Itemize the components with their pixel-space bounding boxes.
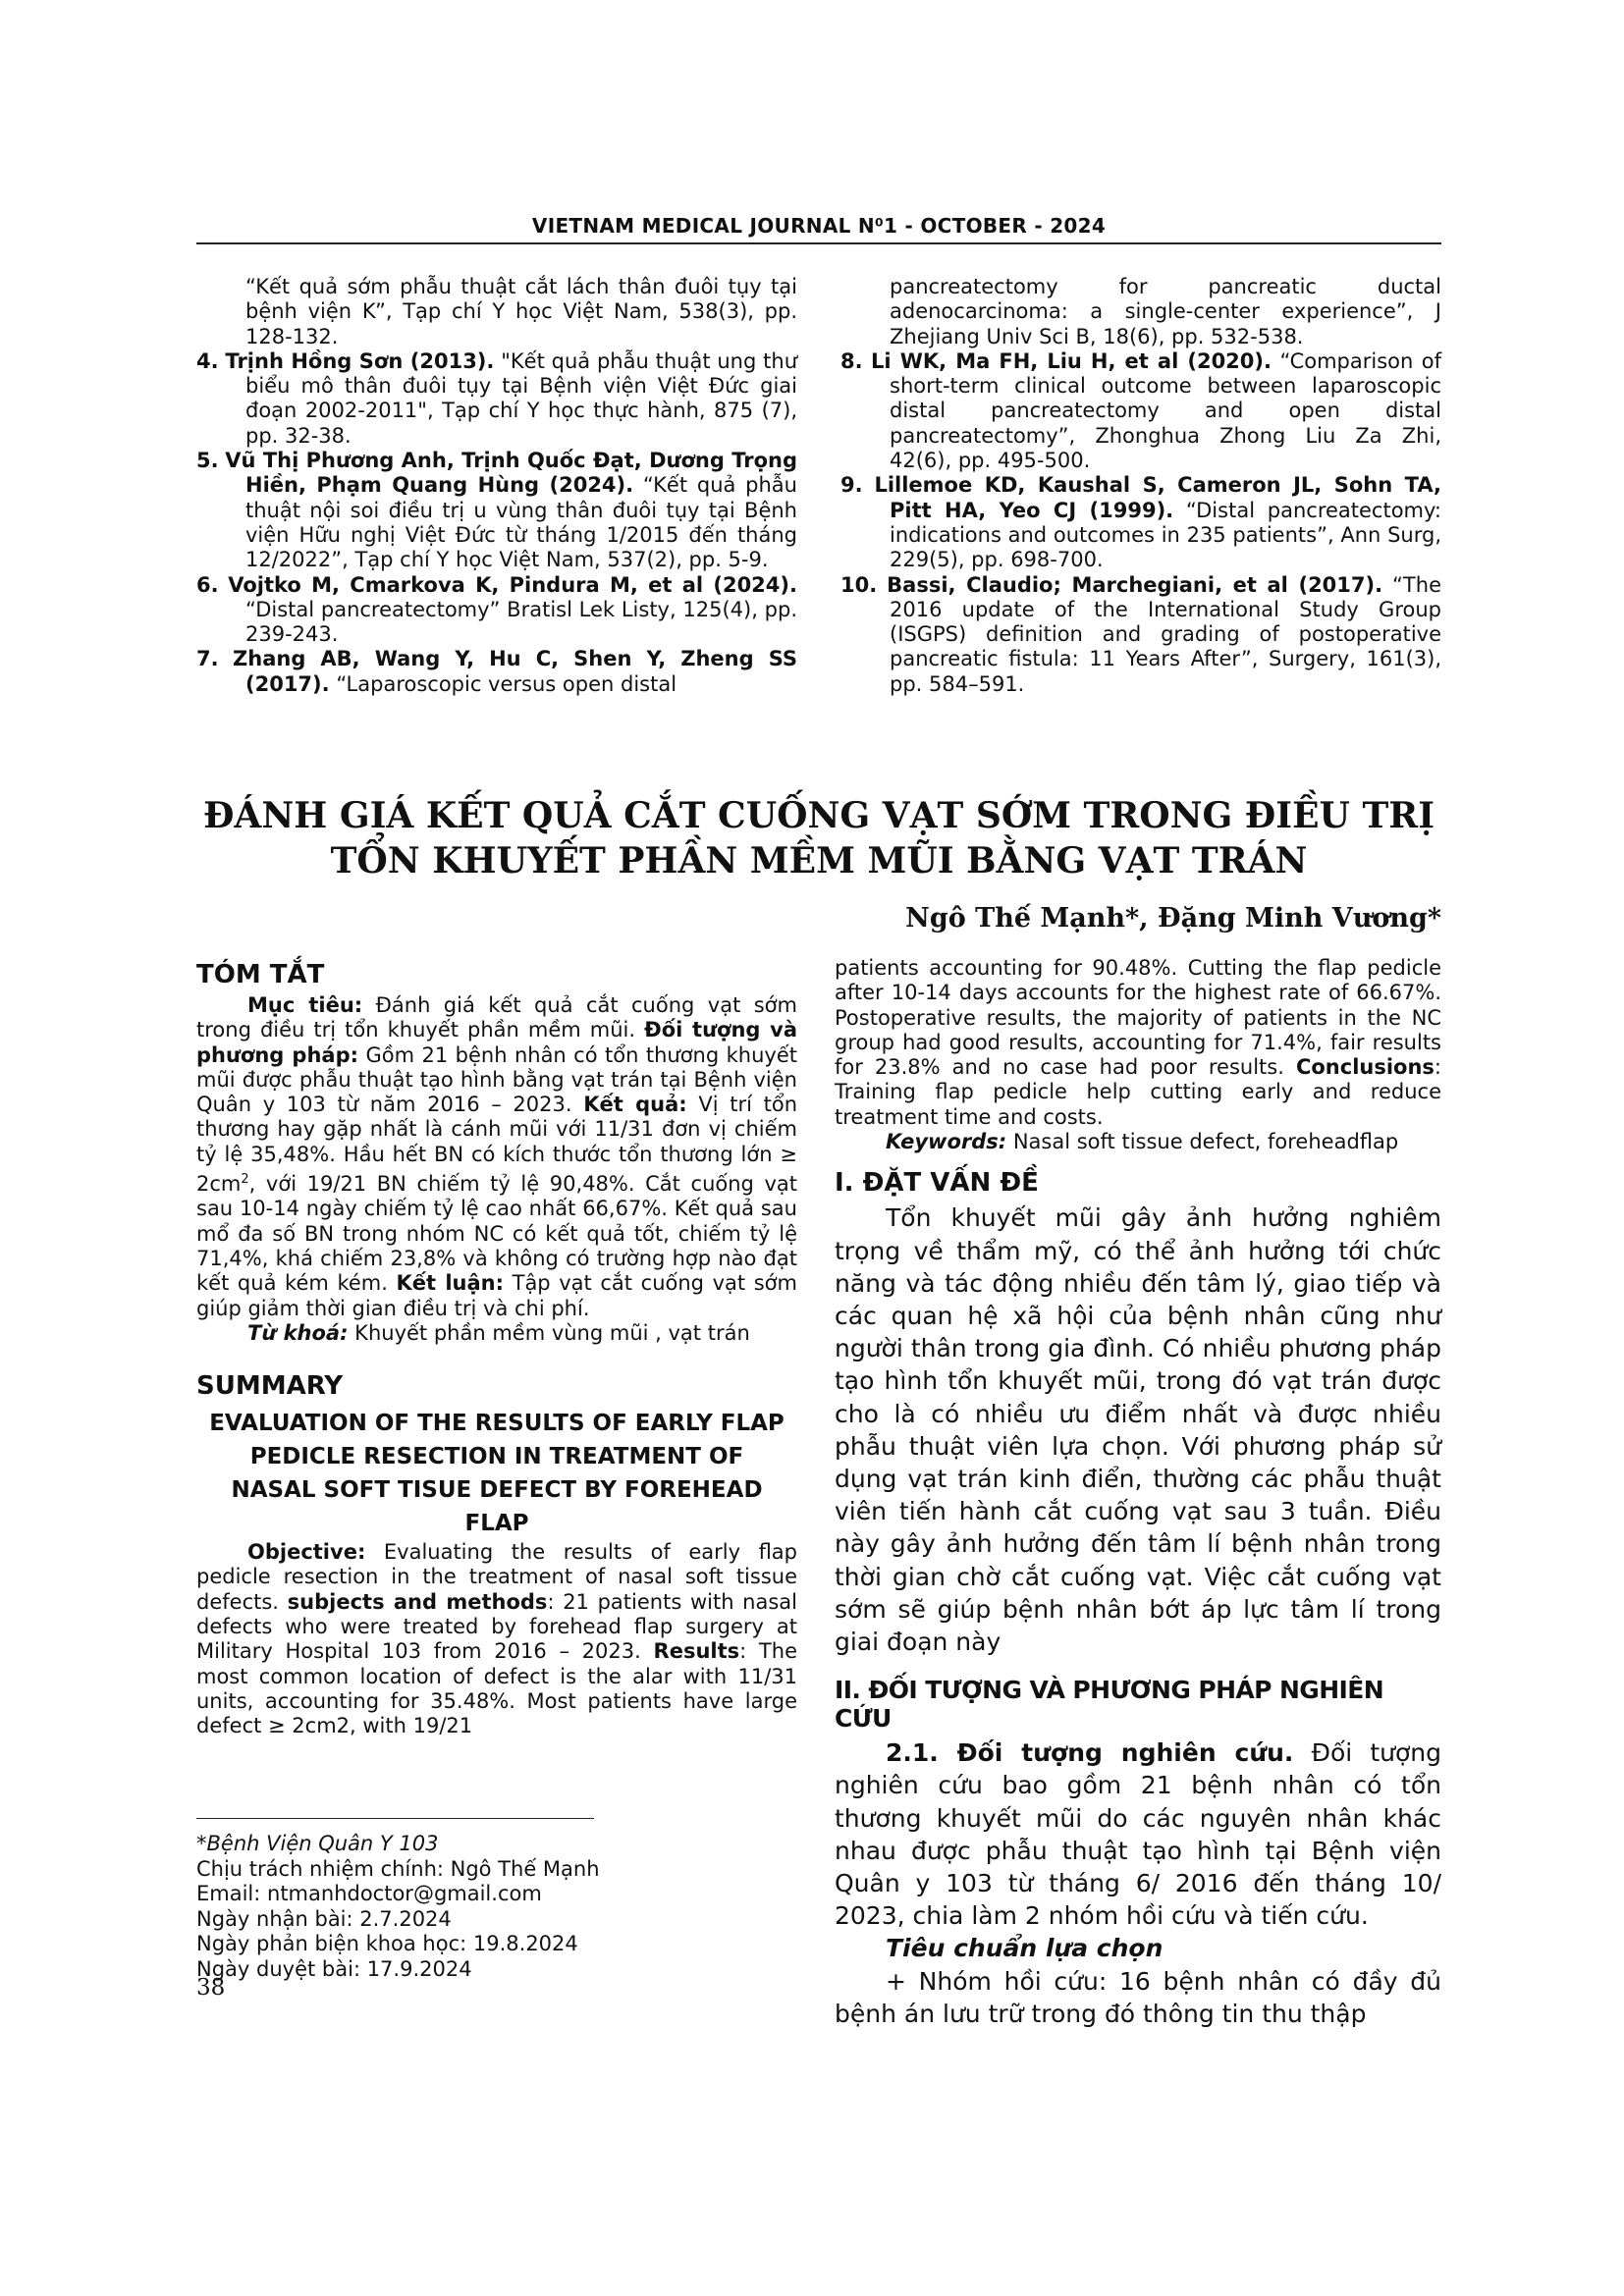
references-left: [196, 275, 797, 697]
summary-body: Objective: Evaluating the results of early flap pedicle resection in the treatment of nasal soft tissue defects. subjects and methods: 21 patients with nasal defects who were treated by forehead flap surgery at Military Hospital 103 from 2016 – 2023. Results: The most common location of defect is the alar with 11/31 units, accounting for 35.48%. Most patients have large defect ≥ 2cm2, with 19/21: [196, 1540, 798, 1738]
abstract-vi-heading: TÓM TẮT: [196, 960, 325, 989]
article-authors: Ngô Thế Mạnh*, Đặng Minh Vương*: [905, 903, 1441, 934]
reference-item: 6. Vojtko M, Cmarkova K, Pindura M, et al (2024). “Distal pancreatectomy” Bratisl Lek Listy, 125(4), pp. 239-243.: [196, 572, 797, 647]
reference-item: 7. Zhang AB, Wang Y, Hu C, Shen Y, Zheng SS (2017). “Laparoscopic versus open distal: [196, 647, 797, 696]
reference-item: “Kết quả sớm phẫu thuật cắt lách thân đuôi tụy tại bệnh viện K”, Tạp chí Y học Việt Nam, 538(3), pp. 128-132.: [245, 275, 797, 348]
header-rule: [196, 242, 1441, 244]
summary-keywords: Keywords: Nasal soft tissue defect, foreheadflap: [886, 1130, 1399, 1154]
section-2-body: 2.1. Đối tượng nghiên cứu. Đối tượng nghiên cứu bao gồm 21 bệnh nhân có tổn thương khuyết mũi do các nguyên nhân khác nhau được phẫu thuật tạo hình tại Bệnh viện Quân y 103 từ tháng 6/ 2016 đến tháng 10/ 2023, chia làm 2 nhóm hồi cứu và tiến cứu. Tiêu chuẩn lựa chọn + Nhóm hồi cứu: 16 bệnh nhân có đầy đủ bệnh án lưu trữ trong đó thông tin thu thập: [835, 1738, 1441, 2028]
footnote-received: Ngày nhận bài: 2.7.2024: [196, 1906, 452, 1931]
summary-body-continued: patients accounting for 90.48%. Cutting the flap pedicle after 10-14 days accounts for the highest rate of 66.67%. Postoperative results, the majority of patients in the NC group had good results, accounting for 71.4%, fair results for 23.8% and no case had poor results. Conclusions: Training flap pedicle help cutting early and reduce treatment time and costs. Keywords: Nasal soft tissue defect, foreheadflap: [835, 956, 1441, 1154]
reference-item: 10. Bassi, Claudio; Marchegiani, et al (2017). “The 2016 update of the International Study Group (ISGPS) definition and grading of postoperative pancreatic fistula: 11 Years After”, Surgery, 161(3), pp. 584–591.: [840, 572, 1441, 696]
page-number: 38: [196, 1975, 226, 2001]
reference-item: 8. Li WK, Ma FH, Liu H, et al (2020). “Comparison of short-term clinical outcome between laparoscopic distal pancreatectomy and open distal pancreatectomy”, Zhonghua Zhong Liu Za Zhi, 42(6), pp. 495-500.: [840, 348, 1442, 473]
criteria-subheading: Tiêu chuẩn lựa chọn: [886, 1934, 1164, 1963]
article-title: [196, 793, 1441, 883]
footnote-affiliation: *Bệnh Viện Quân Y 103: [196, 1832, 439, 1855]
section-2-heading: II. ĐỐI TƯỢNG VÀ PHƯƠNG PHÁP NGHIÊN CỨU: [835, 1676, 1384, 1734]
summary-heading: SUMMARY: [196, 1371, 344, 1402]
article-title-line-2: TỔN KHUYẾT PHẦN MỀM MŨI BẰNG VẠT TRÁN: [330, 840, 1308, 881]
reference-item: 5. Vũ Thị Phương Anh, Trịnh Quốc Đạt, Dương Trọng Hiền, Phạm Quang Hùng (2024). “Kết quả phẫu thuật nội soi điều trị u vùng thân đuôi tụy tại Bệnh viện Hữu nghị Việt Đức từ tháng 1/2015 đến tháng 12/2022”, Tạp chí Y học Việt Nam, 537(2), pp. 5-9.: [196, 449, 797, 572]
article-title-line-1: ĐÁNH GIÁ KẾT QUẢ CẮT CUỐNG VẠT SỚM TRONG ĐIỀU TRỊ: [202, 795, 1435, 836]
abstract-vi-body: Mục tiêu: Đánh giá kết quả cắt cuống vạt sớm trong điều trị tổn khuyết phần mềm mũi. Đối tượng và phương pháp: Gồm 21 bệnh nhân có tổn thương khuyết mũi được phẫu thuật tạo hình bằng vạt trán tại Bệnh viện Quân y 103 từ năm 2016 – 2023. Kết quả: Vị trí tổn thương hay gặp nhất là cánh mũi với 11/31 đơn vị chiếm tỷ lệ 35,48%. Hầu hết BN có kích thước tổn thương lớn ≥ $2cm^2$, với 19/21 BN chiếm tỷ lệ 90,48%. Cắt cuống vạt sau 10-14 ngày chiếm tỷ lệ cao nhất 66,67%. Kết quả sau mổ đa số BN trong nhóm NC có kết quả tốt, chiếm tỷ lệ 71,4%, khá chiếm 23,8% và không có trường hợp nào đạt kết quả kém kém. Kết luận: Tập vạt cắt cuống vạt sớm giúp giảm thời gian điều trị và chi phí. Từ khoá: Khuyết phần mềm vùng mũi , vạt trán: [196, 993, 798, 1345]
left-column: [196, 960, 797, 1739]
summary-title: EVALUATION OF THE RESULTS OF EARLY FLAP PEDICLE RESECTION IN TREATMENT OF NASAL SOFT TISUE DEFECT BY FOREHEAD FLAP: [209, 1411, 785, 1537]
reference-item: pancreatectomy for pancreatic ductal adenocarcinoma: a single-center experience”, J Zhejiang Univ Sci B, 18(6), pp. 532-538.: [890, 275, 1441, 348]
section-1-heading: I. ĐẶT VẤN ĐỀ: [835, 1168, 1039, 1199]
abstract-vi-keywords: Từ khoá: Khuyết phần mềm vùng mũi , vạt trán: [247, 1320, 750, 1345]
footnote-responsible: Chịu trách nhiệm chính: Ngô Thế Mạnh: [196, 1856, 600, 1881]
footnote-reviewed: Ngày phản biện khoa học: 19.8.2024: [196, 1932, 578, 1956]
footnote: [196, 1832, 600, 1983]
reference-item: 4. Trịnh Hồng Sơn (2013). "Kết quả phẫu thuật ung thư biểu mô thân đuôi tụy tại Bệnh viện Việt Đức giai đoạn 2002-2011", Tạp chí Y học thực hành, 875 (7), pp. 32-38.: [196, 348, 797, 448]
reference-item: 9. Lillemoe KD, Kaushal S, Cameron JL, Sohn TA, Pitt HA, Yeo CJ (1999). “Distal pancreatectomy: indications and outcomes in 235 patients”, Ann Surg, 229(5), pp. 698-700.: [840, 473, 1441, 572]
running-header: VIETNAM MEDICAL JOURNAL N⁰1 - OCTOBER - 2024: [531, 214, 1107, 238]
section-1-body: Tổn khuyết mũi gây ảnh hưởng nghiêm trọng về thẩm mỹ, có thể ảnh hưởng tới chức năng và tác động nhiều đến tâm lý, giao tiếp và các quan hệ xã hội của bệnh nhân cũng như người thân trong gia đình. Có nhiều phương pháp tạo hình tổn khuyết mũi, trong đó vạt trán được cho là có nhiều ưu điểm nhất và được nhiều phẫu thuật viên lựa chọn. Với phương pháp sử dụng vạt trán kinh điển, thường các phẫu thuật viên tiến hành cắt cuống vạt sau 3 tuần. Điều này gây ảnh hưởng đến tâm lí bệnh nhân trong thời gian chờ cắt cuống vạt. Việc cắt cuống vạt sớm sẽ giúp bệnh nhân bớt áp lực tâm lí trong giai đoạn này: [835, 1203, 1441, 1657]
footnote-rule: [196, 1818, 594, 1819]
right-column: [835, 956, 1441, 2030]
footnote-accepted: Ngày duyệt bài: 17.9.2024: [196, 1956, 472, 1981]
references-right: [840, 275, 1441, 697]
footnote-email: Email: ntmanhdoctor@gmail.com: [196, 1882, 542, 1906]
